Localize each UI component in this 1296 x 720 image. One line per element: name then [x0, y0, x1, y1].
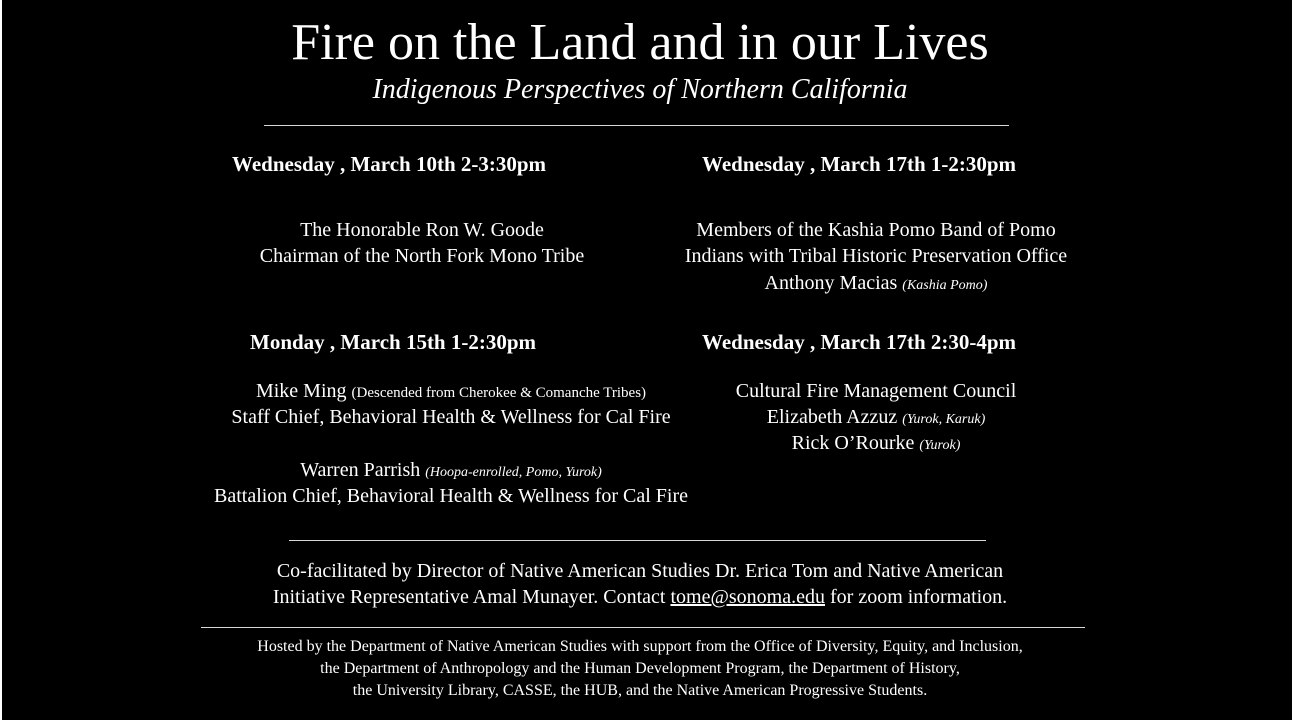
- facilitation-text: Initiative Representative Amal Munayer. Contact: [272, 586, 666, 608]
- session-3-speaker-2-title: Battalion Chief, Behavioral Health & Wellness for Cal Fire: [213, 485, 689, 507]
- middle-divider: [289, 540, 986, 541]
- session-4-speaker-2-name: Rick O’Rourke: [791, 432, 915, 454]
- session-2-speaker-affiliation: (Kashia Pomo): [902, 278, 988, 293]
- session-1-date: Wednesday , March 10th 2-3:30pm: [232, 152, 547, 176]
- sponsors-footer: [2, 636, 1278, 702]
- top-divider: [264, 125, 1009, 126]
- session-3-speaker-2-name: Warren Parrish: [300, 459, 421, 481]
- session-4-speaker-1: [638, 404, 1114, 433]
- session-4-org: Cultural Fire Management Council: [735, 380, 1017, 402]
- facilitation-line-2: [2, 584, 1278, 610]
- session-2-line-1: Members of the Kashia Pomo Band of Pomo: [696, 219, 1056, 241]
- session-4-speaker-1-name: Elizabeth Azzuz: [766, 406, 898, 428]
- footer-line-2: the Department of Anthropology and the Human Development Program, the Department of History,: [320, 660, 960, 677]
- session-1-speaker-title: Chairman of the North Fork Mono Tribe: [259, 245, 585, 267]
- session-1-speaker: The Honorable Ron W. Goode: [300, 219, 544, 241]
- contact-email-link[interactable]: tome@sonoma.edu: [670, 586, 825, 608]
- session-4-speaker-2: [638, 430, 1114, 459]
- flyer-title: Fire on the Land and in our Lives: [291, 14, 989, 71]
- session-2-speaker-name: Anthony Macias: [764, 272, 898, 294]
- session-2-speaker: [618, 270, 1134, 299]
- session-2-date: Wednesday , March 17th 1-2:30pm: [702, 152, 1017, 176]
- session-2-line-2: Indians with Tribal Historic Preservation Office: [684, 245, 1068, 267]
- session-3-speaker-1-affiliation: (Descended from Cherokee & Comanche Tribes): [351, 385, 647, 401]
- footer-line-3: the University Library, CASSE, the HUB, and the Native American Progressive Students.: [352, 682, 928, 699]
- session-3-speaker-1-name: Mike Ming: [255, 380, 347, 402]
- session-4-date: Wednesday , March 17th 2:30-4pm: [702, 330, 1017, 354]
- footer-line-1: Hosted by the Department of Native American Studies with support from the Office of Diversity, Equity, and Inclusion,: [257, 638, 1023, 655]
- event-flyer: [2, 0, 1292, 720]
- session-4-speaker-2-affiliation: (Yurok): [919, 438, 961, 453]
- facilitation-line-1: Co-facilitated by Director of Native American Studies Dr. Erica Tom and Native American: [276, 560, 1004, 582]
- bottom-divider: [201, 627, 1085, 628]
- facilitation-text-end: for zoom information.: [830, 586, 1008, 608]
- session-3-speaker-2-affiliation: (Hoopa-enrolled, Pomo, Yurok): [425, 465, 602, 480]
- session-4-speaker-1-affiliation: (Yurok, Karuk): [902, 412, 986, 427]
- session-3-speaker-2: [108, 457, 794, 486]
- session-3-date: Monday , March 15th 1-2:30pm: [250, 330, 537, 354]
- flyer-subtitle: Indigenous Perspectives of Northern California: [372, 74, 908, 105]
- session-3-speaker-1-title: Staff Chief, Behavioral Health & Wellness for Cal Fire: [231, 406, 671, 428]
